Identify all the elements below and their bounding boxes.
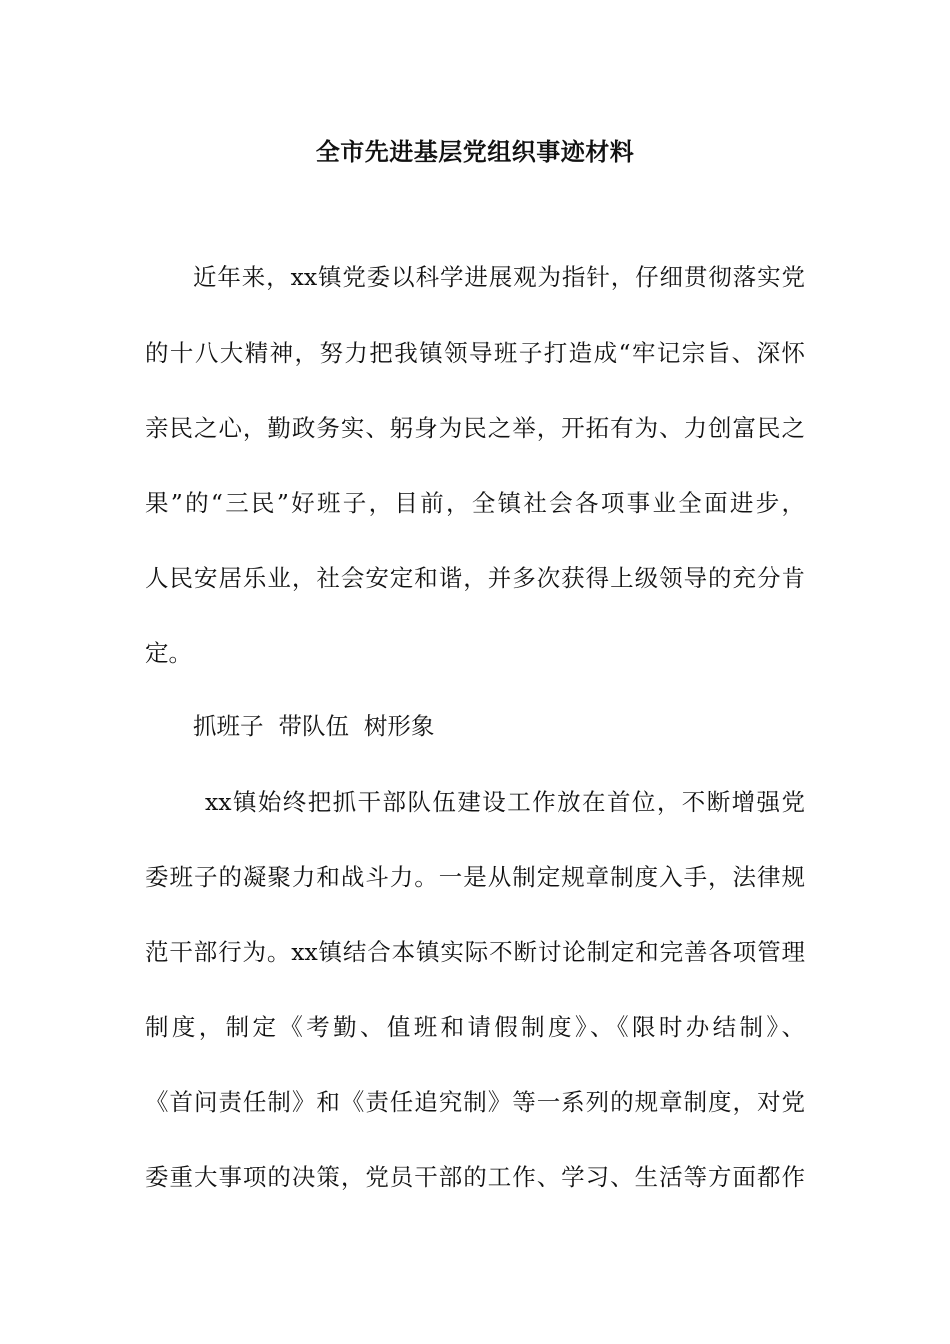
paragraph-line: 定。	[145, 639, 192, 667]
paragraph-line: 范干部行为。xx镇结合本镇实际不断讨论制定和完善各项管理	[145, 938, 805, 966]
section-heading: 抓班子 带队伍 树形象	[193, 712, 435, 740]
paragraph-line: 制度，制定《考勤、值班和请假制度》、《限时办结制》、	[145, 1013, 805, 1041]
paragraph-line: 《首问责任制》和《责任追究制》等一系列的规章制度，对党	[145, 1088, 805, 1116]
document-title: 全市先进基层党组织事迹材料	[315, 138, 635, 166]
paragraph-line: 亲民之心，勤政务实、躬身为民之举，开拓有为、力创富民之	[145, 414, 805, 442]
paragraph-line: 人民安居乐业，社会安定和谐，并多次获得上级领导的充分肯	[145, 564, 805, 592]
paragraph-line: 委重大事项的决策，党员干部的工作、学习、生活等方面都作	[145, 1163, 805, 1191]
paragraph-line: 的十八大精神，努力把我镇领导班子打造成“牢记宗旨、深怀	[145, 339, 805, 367]
paragraph-line: 果”的“三民”好班子，目前，全镇社会各项事业全面进步，	[145, 489, 805, 517]
paragraph-line: 委班子的凝聚力和战斗力。一是从制定规章制度入手，法律规	[145, 863, 805, 891]
paragraph-line: 近年来，xx镇党委以科学进展观为指针，仔细贯彻落实党	[193, 263, 805, 291]
paragraph-line: xx镇始终把抓干部队伍建设工作放在首位，不断增强党	[205, 788, 805, 816]
